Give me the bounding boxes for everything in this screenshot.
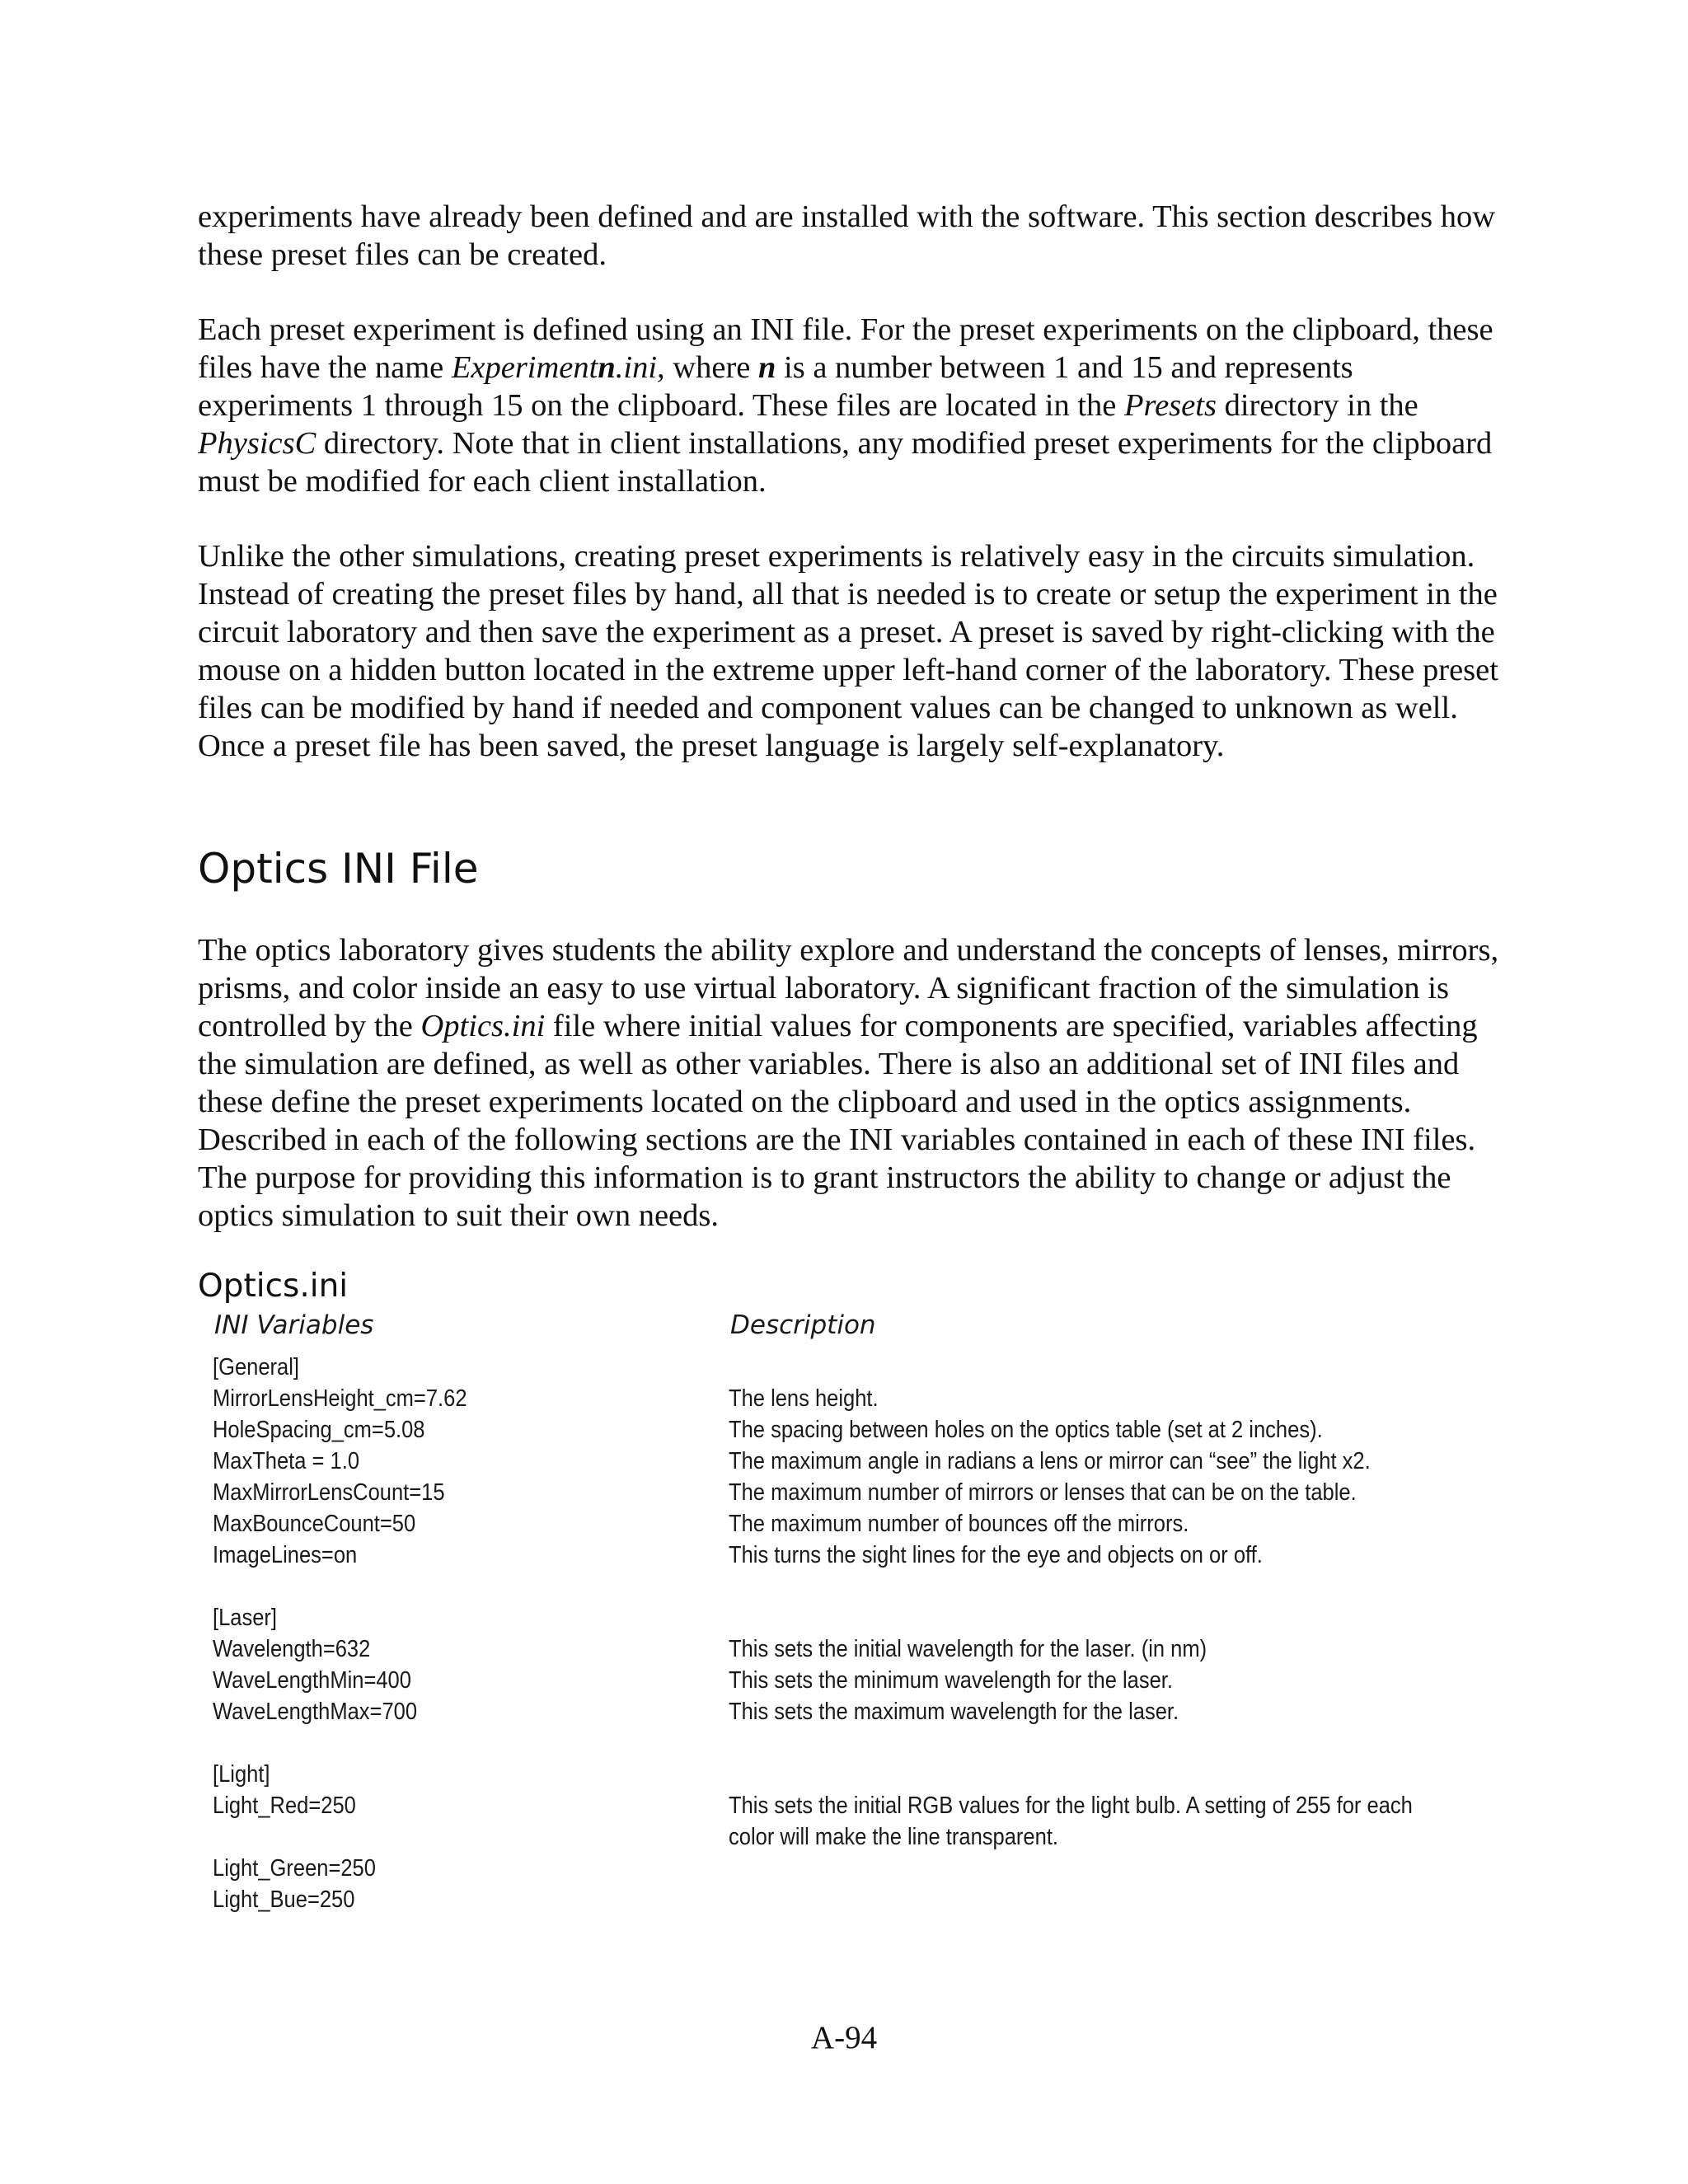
text-italic-optics-ini: Optics.ini bbox=[420, 1009, 546, 1043]
text-italic-presets: Presets bbox=[1124, 388, 1217, 423]
table-row: MaxMirrorLensCount=15 The maximum number of mirrors or lenses that can be on the table. bbox=[213, 1479, 1357, 1506]
section-heading: Optics INI File bbox=[198, 845, 479, 893]
table-spacer bbox=[213, 1571, 1498, 1602]
table-row: MaxTheta = 1.0 The maximum angle in radians a lens or mirror can “see” the light x2. bbox=[213, 1448, 1371, 1474]
text-run: The optics laboratory gives students the ability explore and understand the concepts of lenses, mirrors, prisms, and color inside an easy to use virtual laboratory. A significant fraction of the simulation is controlled by the bbox=[198, 933, 1499, 1043]
table-row: Light_Green=250 bbox=[213, 1855, 376, 1882]
table-row: MaxBounceCount=50 The maximum number of bounces off the mirrors. bbox=[213, 1511, 1189, 1537]
text-run: directory in the bbox=[1216, 388, 1418, 423]
table-header bbox=[213, 1310, 1498, 1352]
section-label-light: [Light] bbox=[213, 1761, 270, 1788]
section-label-general: [General] bbox=[213, 1354, 299, 1380]
page-number: A-94 bbox=[810, 2020, 878, 2055]
table-row: HoleSpacing_cm=5.08 The spacing between holes on the optics table (set at 2 inches). bbox=[213, 1417, 1323, 1443]
text-run: file where initial values for components are specified, variables affecting the simulation are defined, as well as other variables. There is also an additional set of INI files and these define the preset experiments located on the clipboard and used in the optics assignments. Described in each of the following sections are the INI variables contained in each of these INI files. The purpose for providing this information is to grant instructors the ability to change or adjust the optics simulation to suit their own needs. bbox=[198, 1009, 1478, 1233]
table-row: WaveLengthMin=400 This sets the minimum wavelength for the laser. bbox=[213, 1667, 1173, 1694]
table-row: Light_Red=250 This sets the initial RGB values for the light bulb. A setting of 255 for each color will make the line transparent. bbox=[213, 1793, 1413, 1850]
column-header-variables: INI Variables bbox=[214, 1310, 374, 1340]
text-italic-physicsc: PhysicsC bbox=[198, 426, 316, 461]
paragraph-ini-files bbox=[198, 311, 1500, 500]
table-row: Wavelength=632 This sets the initial wavelength for the laser. (in nm) bbox=[213, 1636, 1207, 1662]
paragraph-circuits-presets: Unlike the other simulations, creating preset experiments is relatively easy in the circuits simulation. Instead of creating the preset files by hand, all that is needed is to create or setup the experiment in the circuit laboratory and then save the experiment as a preset. A preset is saved by right-clicking with the mouse on a hidden button located in the extreme upper left-hand corner of the laboratory. These preset files can be modified by hand if needed and component values can be changed to unknown as well. Once a preset file has been saved, the preset language is largely self-explanatory. bbox=[198, 539, 1498, 763]
subsection-heading: Optics.ini bbox=[198, 1268, 349, 1305]
paragraph-intro: experiments have already been defined and are installed with the software. This section describes how these preset files can be created. bbox=[198, 199, 1496, 272]
text-run: directory. Note that in client installations, any modified preset experiments for the clipboard must be modified for each client installation. bbox=[198, 426, 1493, 499]
column-header-description: Description bbox=[730, 1310, 876, 1340]
table-spacer bbox=[213, 1727, 1498, 1759]
table-row: Light_Bue=250 bbox=[213, 1886, 355, 1913]
table-row: WaveLengthMax=700 This sets the maximum wavelength for the laser. bbox=[213, 1699, 1179, 1725]
text-italic-filename: Experimentn.ini, bbox=[451, 350, 665, 385]
text-run: where bbox=[664, 350, 758, 385]
text-run: Each preset experiment is defined using an INI file. For the preset experiments on the clipboard, these files have the name bbox=[198, 312, 1493, 385]
table-row: ImageLines=on This turns the sight lines for the eye and objects on or off. bbox=[213, 1542, 1263, 1568]
text-bold-italic-n: n bbox=[757, 350, 776, 385]
section-label-laser: [Laser] bbox=[213, 1605, 278, 1631]
ini-variables-table bbox=[213, 1310, 1498, 1915]
table-row: MirrorLensHeight_cm=7.62 The lens height. bbox=[213, 1385, 879, 1412]
paragraph-optics-lab bbox=[198, 931, 1500, 1235]
text-run: is a number between 1 and 15 and represents experiments 1 through 15 on the clipboard. These files are located in the bbox=[198, 350, 1353, 423]
